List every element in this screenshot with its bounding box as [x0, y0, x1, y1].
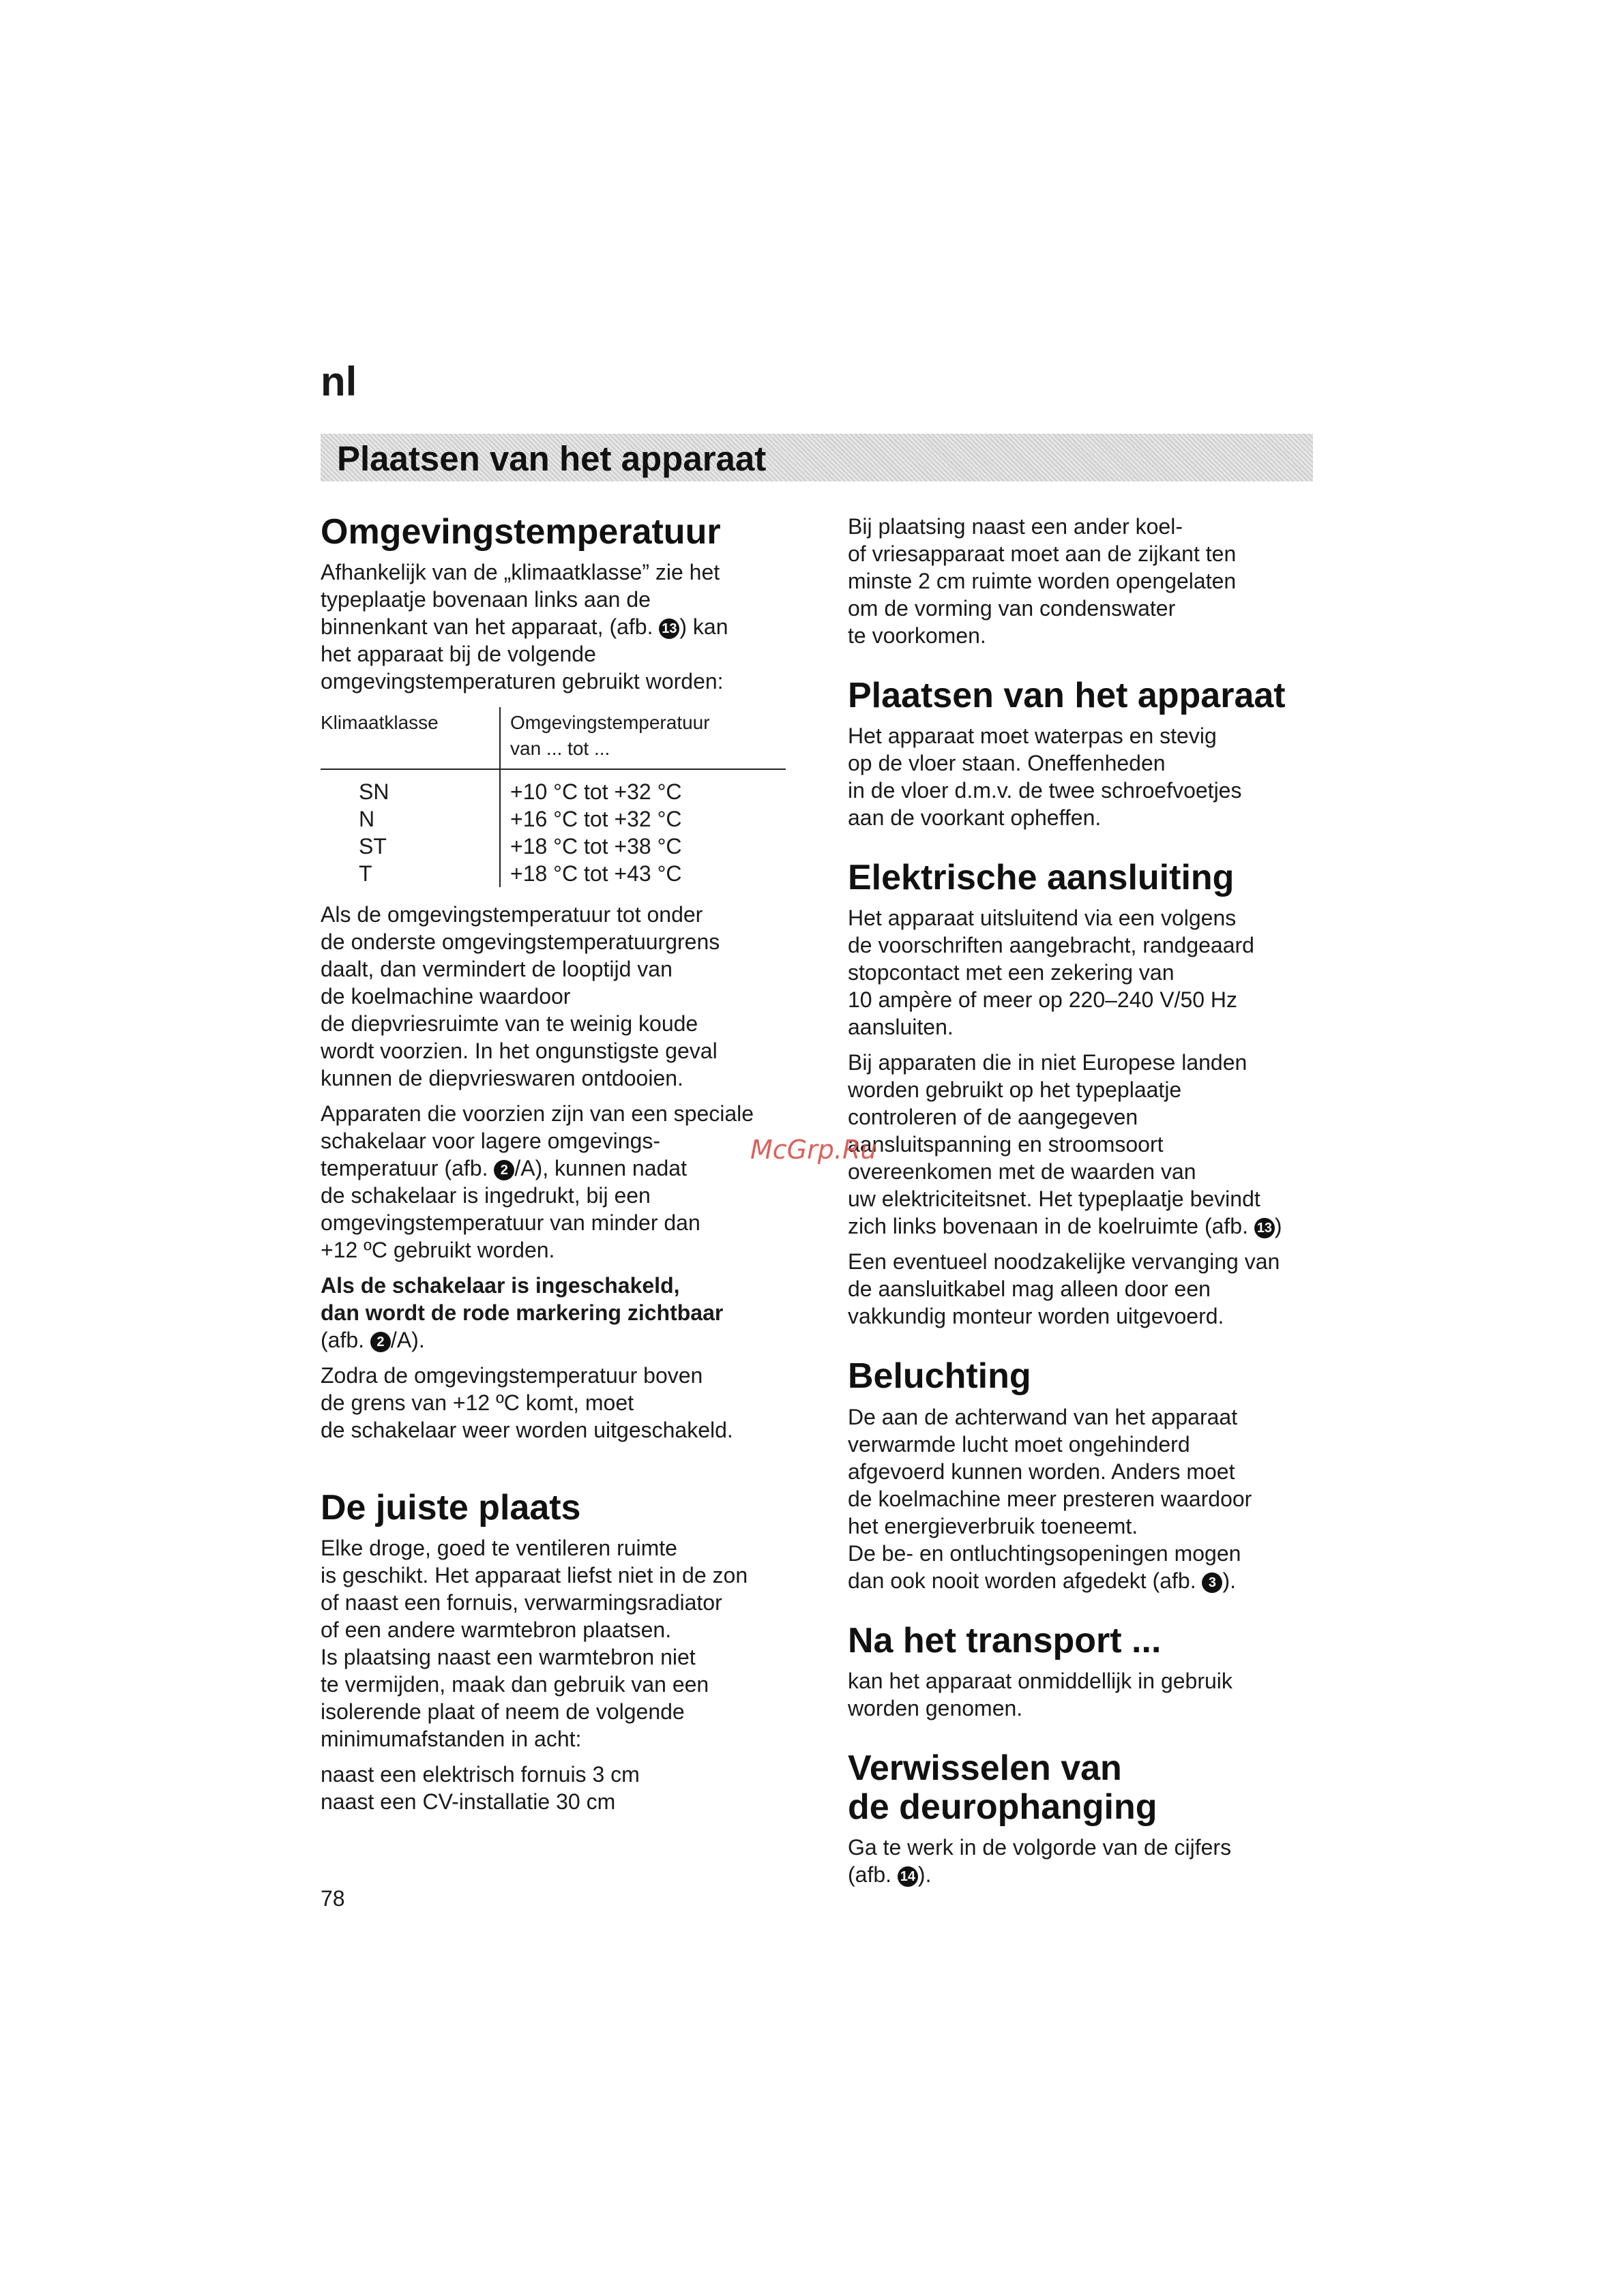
omg-paragraph-2: Als de omgevingstemperatuur tot onder de onderste omgevingstemperatuurgrens daalt, dan vermindert de looptijd van de koelmachine waardoor de diepvriesruimte van te weinig koude wordt voorzien. In het ongunstigste geval kunnen de diepvrieswaren ontdooien.	[321, 902, 720, 1091]
watermark: McGrp.Ru	[750, 1135, 877, 1165]
table-cell-class: T	[321, 860, 500, 887]
table-cell-range: +18 °C tot +43 °C	[510, 861, 682, 886]
table-row	[321, 860, 786, 887]
heading-na-het-transport: Na het transport ...	[848, 1620, 1162, 1660]
heading-omgevingstemperatuur: Omgevingstemperatuur	[321, 512, 721, 552]
table-cell-class: N	[321, 805, 500, 833]
juiste-paragraph-1: Elke droge, goed te ventileren ruimte is geschikt. Het apparaat liefst niet in de zon of naast een fornuis, verwarmingsradiator of een andere warmtebron plaatsen. Is plaatsing naast een warmtebron niet te vermijden, maak dan gebruik van een isolerende plaat of neem de volgende minimumafstanden in acht:	[321, 1536, 748, 1752]
omg-paragraph-4: (afb. 2 /A).	[321, 1328, 425, 1353]
omg-paragraph-4-bold: Als de schakelaar is ingeschakeld, dan wordt de rode markering zichtbaar	[321, 1273, 724, 1326]
heading-plaatsen: Plaatsen van het apparaat	[848, 676, 1286, 715]
transport-paragraph: kan het apparaat onmiddellijk in gebruik worden genomen.	[848, 1668, 1232, 1720]
omg-paragraph-1: Afhankelijk van de „klimaatklasse” zie het typeplaatje bovenaan links aan de binnenkant van het apparaat, (afb. 13 ) kan het apparaat bij de volgende omgevingstemperaturen gebruikt worden:	[321, 560, 728, 694]
table-row	[321, 833, 786, 860]
table-row	[321, 769, 786, 805]
elek-paragraph-2: Bij apparaten die in niet Europese landen worden gebruikt op het typeplaatje controleren of de aangegeven aansluitspanning en stroomsoort overeenkomen met de waarden van uw elektriciteitsnet. Het typeplaatje bevindt zich links bovenaan in de koelruimte (afb. 13 )	[848, 1050, 1282, 1239]
right-column	[848, 513, 1325, 1896]
table-row	[321, 805, 786, 833]
heading-verwisselen-deurophanging: Verwisselen van de deurophanging	[848, 1748, 1157, 1827]
heading-beluchting: Beluchting	[848, 1356, 1031, 1397]
table-cell-class: ST	[321, 833, 500, 860]
beluchting-paragraph: De aan de achterwand van het apparaat verwarmde lucht moet ongehinderd afgevoerd kunnen worden. Anders moet de koelmachine meer presteren waardoor het energieverbruik toeneemt. De be- en ontluchtingsopeningen mogen dan ook nooit worden afgedekt (afb. 3 ).	[848, 1404, 1252, 1593]
figure-2-icon: 2	[494, 1160, 514, 1180]
plaatsen-paragraph: Het apparaat moet waterpas en stevig op de vloer staan. Oneffenheden in de vloer d.m.v. de twee schroefvoetjes aan de voorkant opheffen.	[848, 724, 1242, 831]
omg-paragraph-5: Zodra de omgevingstemperatuur boven de grens van +12 ºC komt, moet de schakelaar weer worden uitgeschakeld.	[321, 1363, 733, 1443]
juiste-paragraph-2: naast een elektrisch fornuis 3 cm naast een CV-installatie 30 cm	[321, 1762, 640, 1815]
figure-13-icon: 13	[1254, 1218, 1275, 1238]
table-header-klimaatklasse: Klimaatklasse	[321, 707, 500, 769]
verwisselen-paragraph: Ga te werk in de volgorde van de cijfers (afb. 14 ).	[848, 1835, 1232, 1888]
table-cell-range: +16 °C tot +32 °C	[510, 807, 682, 832]
figure-2-icon: 2	[370, 1332, 391, 1352]
table-header-temperatuur: Omgevingstemperatuur van ... tot ...	[500, 707, 786, 769]
intro-paragraph: Bij plaatsing naast een ander koel- of vriesapparaat moet aan de zijkant ten minste 2 cm ruimte worden opengelaten om de vorming van condenswater te voorkomen.	[848, 514, 1237, 648]
heading-elektrische-aansluiting: Elektrische aansluiting	[848, 858, 1235, 898]
banner-title: Plaatsen van het apparaat	[337, 439, 767, 478]
table-cell-range: +18 °C tot +38 °C	[510, 834, 682, 859]
omg-paragraph-3: Apparaten die voorzien zijn van een speciale schakelaar voor lagere omgevings- temperatuur (afb. 2 /A), kunnen nadat de schakelaar is ingedrukt, bij een omgevingstemperatuur van minder dan +12 ºC gebruikt worden.	[321, 1101, 754, 1263]
left-column	[321, 513, 798, 1823]
heading-juiste-plaats: De juiste plaats	[321, 1488, 581, 1528]
figure-3-icon: 3	[1202, 1572, 1222, 1593]
section-banner	[321, 434, 1313, 481]
language-code: nl	[321, 359, 357, 404]
figure-14-icon: 14	[898, 1866, 918, 1887]
page-number: 78	[321, 1886, 345, 1911]
climate-class-table	[321, 707, 786, 887]
table-cell-class: SN	[321, 769, 500, 805]
elek-paragraph-3: Een eventueel noodzakelijke vervanging van de aansluitkabel mag alleen door een vakkundig monteur worden uitgevoerd.	[848, 1249, 1280, 1329]
table-cell-range: +10 °C tot +32 °C	[510, 779, 682, 805]
elek-paragraph-1: Het apparaat uitsluitend via een volgens de voorschriften aangebracht, randgeaard stopcontact met een zekering van 10 ampère of meer op 220–240 V/50 Hz aansluiten.	[848, 906, 1254, 1040]
figure-13-icon: 13	[659, 618, 679, 639]
